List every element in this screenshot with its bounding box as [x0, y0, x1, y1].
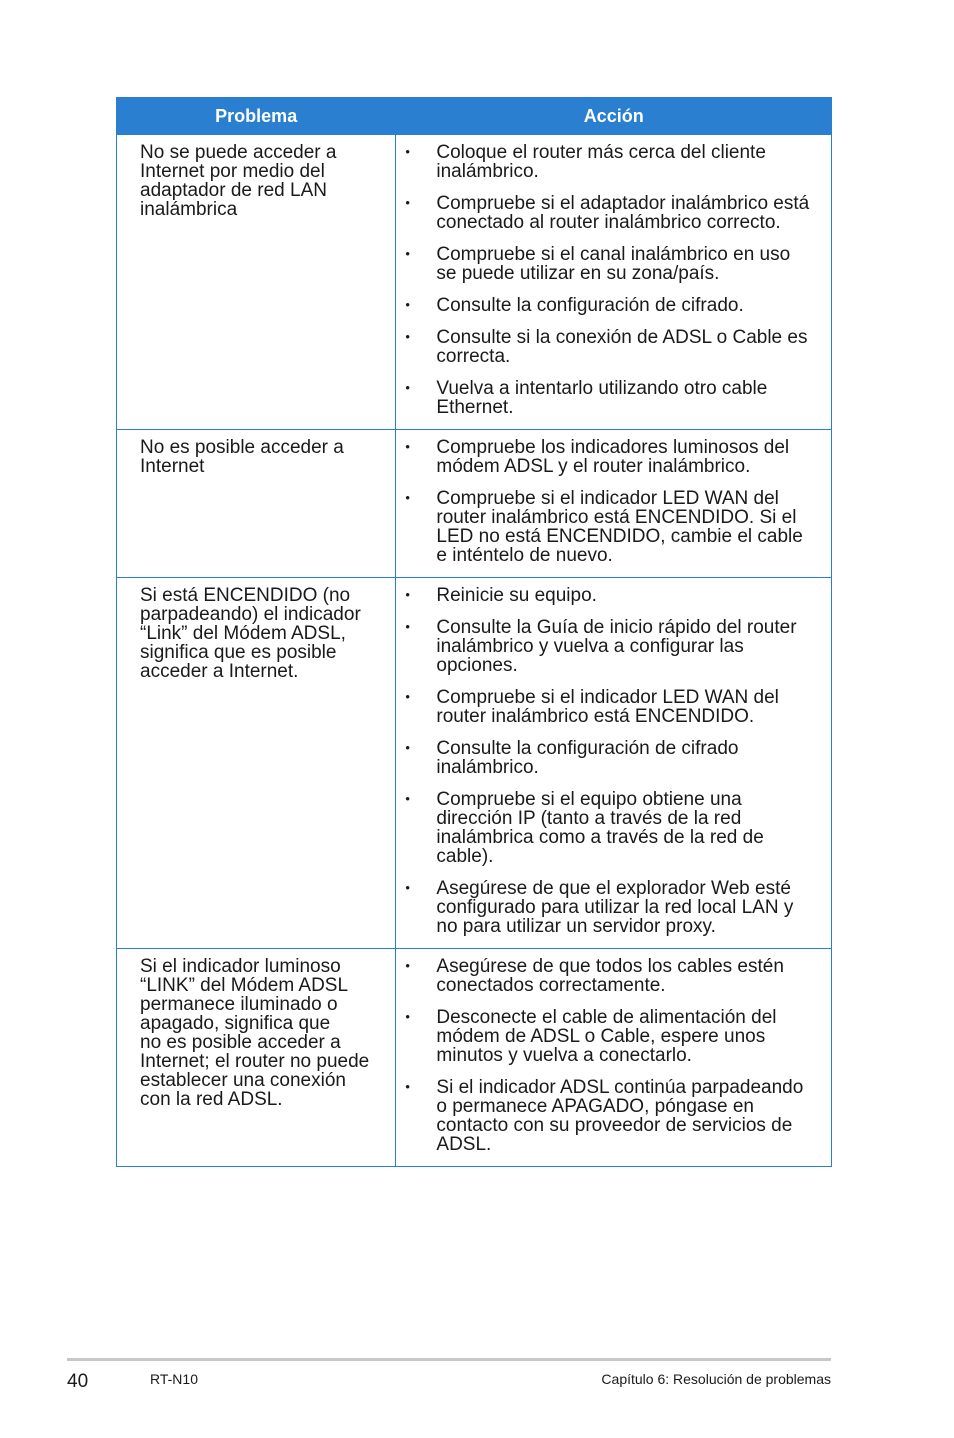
problem-cell: [117, 430, 396, 578]
action-text: Consulte la Guía de inicio rápido del router inalámbrico y vuelva a configurar las opciones.: [436, 617, 797, 676]
problem-column-header: Problema: [117, 98, 396, 135]
action-list: [405, 586, 823, 936]
problem-text: Si el indicador luminoso “LINK” del Módem ADSL permanece iluminado o apagado, significa que no es posible acceder a Internet; el router no puede establecer una conexión con la red ADSL.: [140, 956, 370, 1110]
action-list: [405, 438, 823, 565]
list-item: [405, 438, 823, 476]
list-item: [405, 1008, 823, 1065]
action-text: Consulte si la conexión de ADSL o Cable es correcta.: [436, 327, 808, 367]
problem-cell: [117, 135, 396, 430]
action-cell: [396, 430, 832, 578]
bullet-icon: •: [405, 329, 410, 344]
problem-text: Si está ENCENDIDO (no parpadeando) el indicador “Link” del Módem ADSL, significa que es posible acceder a Internet.: [140, 585, 361, 682]
list-item: [405, 618, 823, 675]
action-text: Reinicie su equipo.: [436, 585, 597, 606]
action-text: Desconecte el cable de alimentación del módem de ADSL o Cable, espere unos minutos y vuelva a conectarlo.: [436, 1007, 777, 1066]
list-item: [405, 1078, 823, 1154]
list-item: [405, 739, 823, 777]
action-text: Compruebe si el equipo obtiene una dirección IP (tanto a través de la red inalámbrica como a través de la red de cable).: [436, 789, 764, 867]
table-row: [117, 578, 832, 949]
action-text: Si el indicador ADSL continúa parpadeando o permanece APAGADO, póngase en contacto con su proveedor de servicios de ADSL.: [436, 1077, 804, 1155]
list-item: [405, 194, 823, 232]
bullet-icon: •: [405, 880, 410, 895]
troubleshooting-table: [116, 97, 832, 1167]
action-text: Consulte la configuración de cifrado inalámbrico.: [436, 738, 739, 778]
action-text: Compruebe si el indicador LED WAN del router inalámbrico está ENCENDIDO.: [436, 687, 779, 727]
action-text: Compruebe si el indicador LED WAN del router inalámbrico está ENCENDIDO. Si el LED no está ENCENDIDO, cambie el cable e inténtelo de nuevo.: [436, 488, 803, 566]
chapter-title: Capítulo 6: Resolución de problemas: [601, 1371, 831, 1387]
action-cell: [396, 135, 832, 430]
bullet-icon: •: [405, 958, 410, 973]
bullet-icon: •: [405, 297, 410, 312]
bullet-icon: •: [405, 439, 410, 454]
bullet-icon: •: [405, 689, 410, 704]
bullet-icon: •: [405, 380, 410, 395]
list-item: [405, 790, 823, 866]
table-row: [117, 949, 832, 1167]
action-cell: [396, 578, 832, 949]
problem-cell: [117, 578, 396, 949]
page-number: 40: [67, 1371, 89, 1392]
list-item: [405, 586, 823, 605]
list-item: [405, 957, 823, 995]
footer-rule: [67, 1358, 831, 1361]
action-text: Asegúrese de que el explorador Web esté configurado para utilizar la red local LAN y no para utilizar un servidor proxy.: [436, 878, 794, 937]
bullet-icon: •: [405, 144, 410, 159]
bullet-icon: •: [405, 1079, 410, 1094]
action-text: Coloque el router más cerca del cliente inalámbrico.: [436, 142, 766, 182]
table-header-row: [117, 98, 832, 135]
table-row: [117, 430, 832, 578]
action-text: Compruebe si el canal inalámbrico en uso se puede utilizar en su zona/país.: [436, 244, 791, 284]
model-name: RT-N10: [150, 1371, 198, 1387]
action-text: Compruebe si el adaptador inalámbrico está conectado al router inalámbrico correcto.: [436, 193, 810, 233]
list-item: [405, 879, 823, 936]
problem-cell: [117, 949, 396, 1167]
list-item: [405, 489, 823, 565]
action-text: Consulte la configuración de cifrado.: [436, 295, 744, 316]
list-item: [405, 245, 823, 283]
list-item: [405, 296, 823, 315]
action-cell: [396, 949, 832, 1167]
list-item: [405, 328, 823, 366]
bullet-icon: •: [405, 1009, 410, 1024]
action-text: Vuelva a intentarlo utilizando otro cable Ethernet.: [436, 378, 768, 418]
bullet-icon: •: [405, 195, 410, 210]
bullet-icon: •: [405, 246, 410, 261]
problem-text: No es posible acceder a Internet: [140, 437, 344, 477]
bullet-icon: •: [405, 740, 410, 755]
action-list: [405, 957, 823, 1154]
list-item: [405, 379, 823, 417]
bullet-icon: •: [405, 587, 410, 602]
list-item: [405, 143, 823, 181]
action-text: Asegúrese de que todos los cables estén conectados correctamente.: [436, 956, 784, 996]
list-item: [405, 688, 823, 726]
bullet-icon: •: [405, 619, 410, 634]
table-row: [117, 135, 832, 430]
problem-text: No se puede acceder a Internet por medio del adaptador de red LAN inalámbrica: [140, 142, 337, 220]
action-list: [405, 143, 823, 417]
action-column-header: Acción: [396, 98, 832, 135]
bullet-icon: •: [405, 490, 410, 505]
bullet-icon: •: [405, 791, 410, 806]
action-text: Compruebe los indicadores luminosos del módem ADSL y el router inalámbrico.: [436, 437, 790, 477]
